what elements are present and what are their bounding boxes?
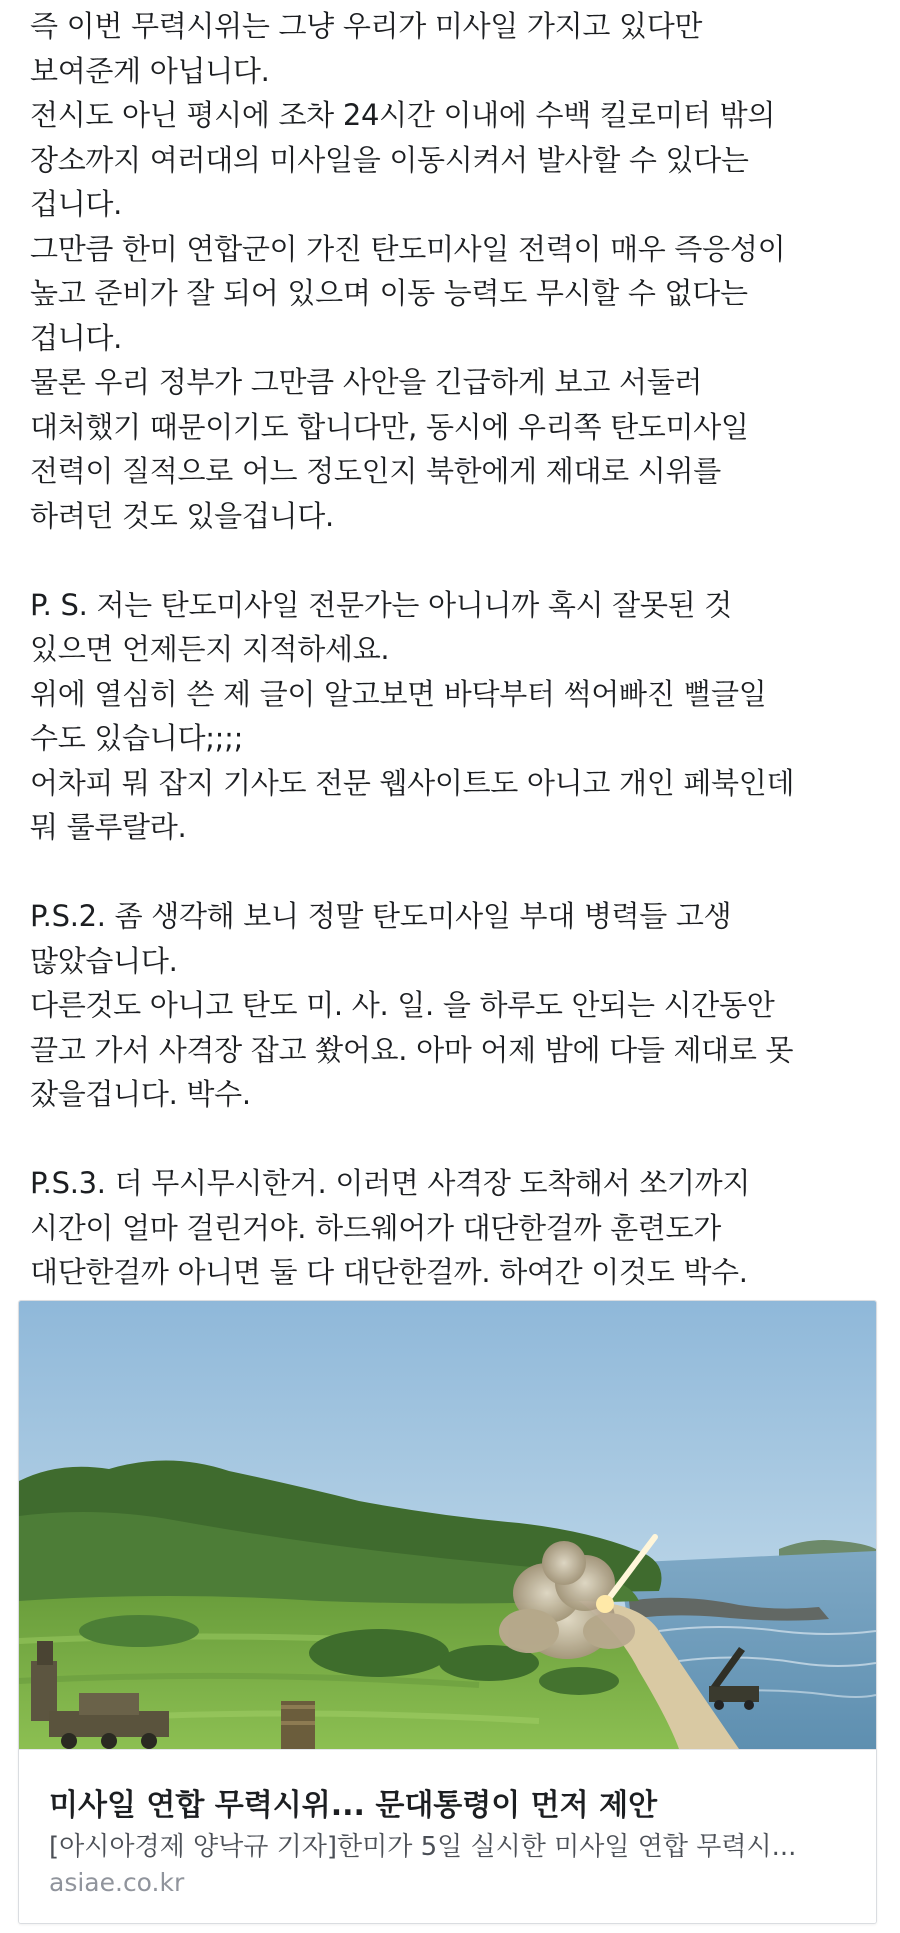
post-text-line: 다른것도 아니고 탄도 미. 사. 일. 을 하루도 안되는 시간동안 [30, 988, 775, 1022]
post-text-line: 시간이 얼마 걸린거야. 하드웨어가 대단한걸까 훈련도가 [30, 1210, 721, 1245]
post-text-line: 겁니다. [30, 320, 123, 355]
paragraph-gap [30, 1117, 890, 1162]
post-text-line: 전시도 아닌 평시에 조차 24시간 이내에 수백 킬로미터 밖의 [30, 98, 776, 132]
post-text-line: 대단한걸까 아니면 둘 다 대단한걸까. 하여간 이것도 박수. [30, 1255, 748, 1289]
post-text-line: P.S.2. 좀 생각해 보니 정말 탄도미사일 부대 병력들 고생 [30, 899, 732, 933]
paragraph-gap [30, 538, 890, 583]
post-text-line: 많았습니다. [30, 943, 178, 978]
post-text-line: 물론 우리 정부가 그만큼 사안을 긴급하게 보고 서둘러 [30, 365, 703, 399]
paragraph-gap [30, 850, 890, 895]
post-text-line: 어차피 뭐 잡지 기사도 전문 웹사이트도 아니고 개인 페북인데 [30, 765, 795, 800]
post-text-line: 보여준게 아닙니다. [30, 53, 270, 88]
post-text-line: 수도 있습니다;;;; [30, 721, 244, 755]
post-body [30, 4, 890, 1295]
post-text-line: 겁니다. [30, 187, 123, 221]
post-text-line: P. S. 저는 탄도미사일 전문가는 아니니까 혹시 잘못된 것 [30, 587, 732, 622]
post-text-line: 대처했기 때문이기도 합니다만, 동시에 우리쪽 탄도미사일 [30, 409, 749, 444]
link-preview-domain: asiae.co.kr [49, 1868, 185, 1897]
post-text-line: 뭐 룰루랄라. [30, 810, 187, 844]
link-preview-description: [아시아경제 양낙규 기자]한미가 5일 실시한 미사일 연합 무력시... [49, 1832, 797, 1862]
link-preview-card[interactable] [18, 1300, 877, 1924]
post-text-line: 위에 열심히 쓴 제 글이 알고보면 바닥부터 썩어빠진 뻘글일 [30, 676, 767, 711]
post-text-line: 있으면 언제든지 지적하세요. [30, 632, 390, 666]
post-text-line: 전력이 질적으로 어느 정도인지 북한에게 제대로 시위를 [30, 454, 721, 488]
link-preview-title[interactable]: 미사일 연합 무력시위... 문대통령이 먼저 제안 [49, 1788, 658, 1823]
post-text-line: 잤을겁니다. 박수. [30, 1077, 251, 1111]
link-preview-info[interactable] [19, 1749, 876, 1924]
post-text-line: 하려던 것도 있을겁니다. [30, 498, 334, 533]
post-text-line: 끌고 가서 사격장 잡고 쐈어요. 아마 어제 밤에 다들 제대로 못 [30, 1032, 794, 1067]
post-text-line: 그만큼 한미 연합군이 가진 탄도미사일 전력이 매우 즉응성이 [30, 231, 786, 266]
post-text-line: 장소까지 여러대의 미사일을 이동시켜서 발사할 수 있다는 [30, 142, 749, 177]
post-text-line: P.S.3. 더 무시무시한거. 이러면 사격장 도착해서 쏘기까지 [30, 1166, 751, 1200]
launcher-canister [281, 1701, 315, 1749]
missile-launch-photo[interactable] [19, 1301, 876, 1749]
post-text-line: 즉 이번 무력시위는 그냥 우리가 미사일 가지고 있다만 [30, 9, 703, 43]
post-text-line: 높고 준비가 잘 되어 있으며 이동 능력도 무시할 수 없다는 [30, 276, 748, 310]
